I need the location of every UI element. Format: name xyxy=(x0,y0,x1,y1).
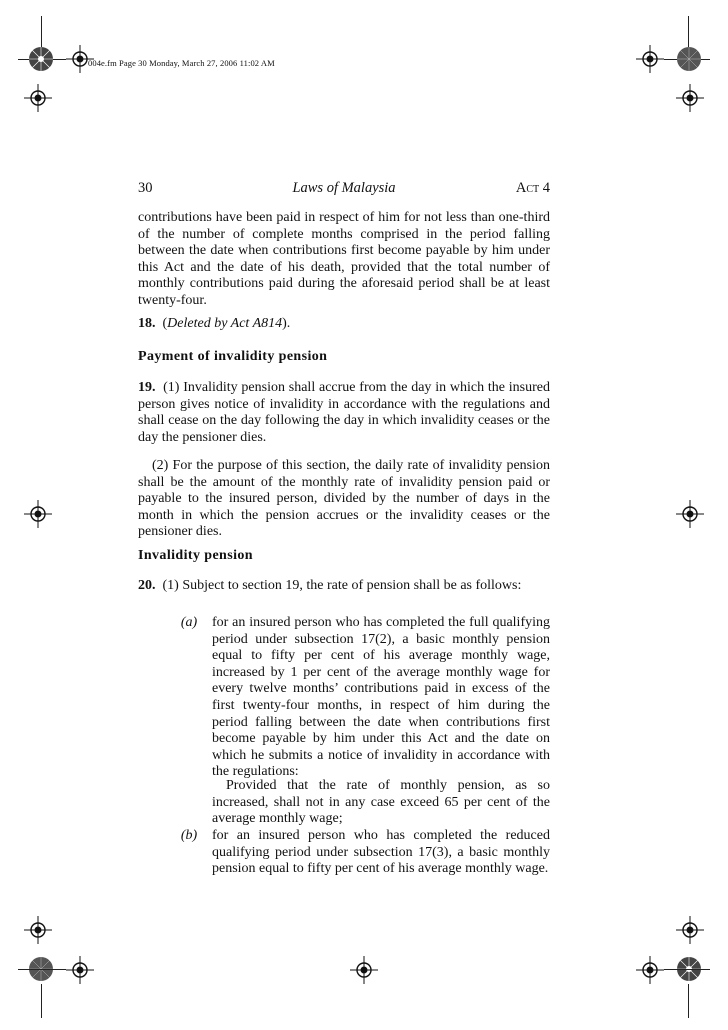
starburst-icon xyxy=(28,46,54,72)
section-20-intro: 20. (1) Subject to section 19, the rate of pension shall be as follows: xyxy=(138,578,522,593)
proviso: Provided that the rate of monthly pension, as so increased, shall not in any case exceed 65 per cent of the average monthly wage; xyxy=(212,778,550,827)
publication-title: Laws of Malaysia xyxy=(292,180,396,196)
page-number: 30 xyxy=(138,180,153,196)
paragraph-a-text: for an insured person who has completed the full qualifying period under subsection 17(2), a basic monthly pension equal to fifty per cent of his average monthly wage, increased by 1 per cent of the average monthly wage for every twelve months’ contributions paid in excess of the first twenty-four months, in respect of him during the period falling between the date when contributions first become payable by him under this Act and the date on which he submits a notice of invalidity in accordance with the regulations: xyxy=(212,615,550,780)
crop-line xyxy=(688,984,689,1018)
registration-mark-icon xyxy=(24,84,52,112)
deleted-note: Deleted by Act A814 xyxy=(167,316,283,331)
continuation-paragraph: contributions have been paid in respect of him for not less than one-third of the number of complete months comprised in the period falling between the date when contributions first become payable by him under this Act and the date of his death, provided that the total number of monthly contributions paid during the aforesaid period shall be at least twenty-four. xyxy=(138,210,550,308)
registration-mark-icon xyxy=(66,956,94,984)
paragraph-label: (b) xyxy=(180,828,198,843)
running-header xyxy=(138,180,550,200)
registration-mark-icon xyxy=(636,956,664,984)
registration-mark-icon xyxy=(24,916,52,944)
section-19-subsection-1: 19. (1) Invalidity pension shall accrue from the day in which the insured person gives notice of invalidity in accordance with the regulations and shall cease on the day following the day in which invalidity ceases or the day the pensioner dies. xyxy=(138,380,551,445)
paragraph-b-text: for an insured person who has completed the reduced qualifying period under subsection 17(3), a basic monthly pension equal to fifty per cent of his average monthly wage. xyxy=(212,828,550,877)
crop-line xyxy=(41,984,42,1018)
registration-mark-icon xyxy=(350,956,378,984)
section-heading: Payment of invalidity pension xyxy=(138,349,328,364)
section-18: 18. (Deleted by Act A814). xyxy=(138,316,291,331)
registration-mark-icon xyxy=(66,45,94,73)
paragraph-label: (a) xyxy=(180,615,198,630)
registration-mark-icon xyxy=(24,500,52,528)
registration-mark-icon xyxy=(676,500,704,528)
starburst-icon xyxy=(676,46,702,72)
section-number: 20. xyxy=(138,578,156,593)
section-number: 18. xyxy=(138,316,156,331)
registration-mark-icon xyxy=(676,84,704,112)
act-number: Act 4 xyxy=(515,180,550,196)
crop-line xyxy=(664,969,710,970)
section-19-subsection-2: (2) For the purpose of this section, the daily rate of invalidity pension shall be the amount of the monthly rate of invalidity pension paid or payable to the insured person, divided by the number of days in the month in which the pension accrues or the invalidity ceases or the pensioner dies. xyxy=(138,458,550,540)
registration-mark-icon xyxy=(636,45,664,73)
print-slug: 004e.fm Page 30 Monday, March 27, 2006 11:02 AM xyxy=(88,58,275,68)
registration-mark-icon xyxy=(676,916,704,944)
section-number: 19. xyxy=(138,380,156,395)
crop-line xyxy=(18,969,66,970)
section-heading: Invalidity pension xyxy=(138,548,253,563)
